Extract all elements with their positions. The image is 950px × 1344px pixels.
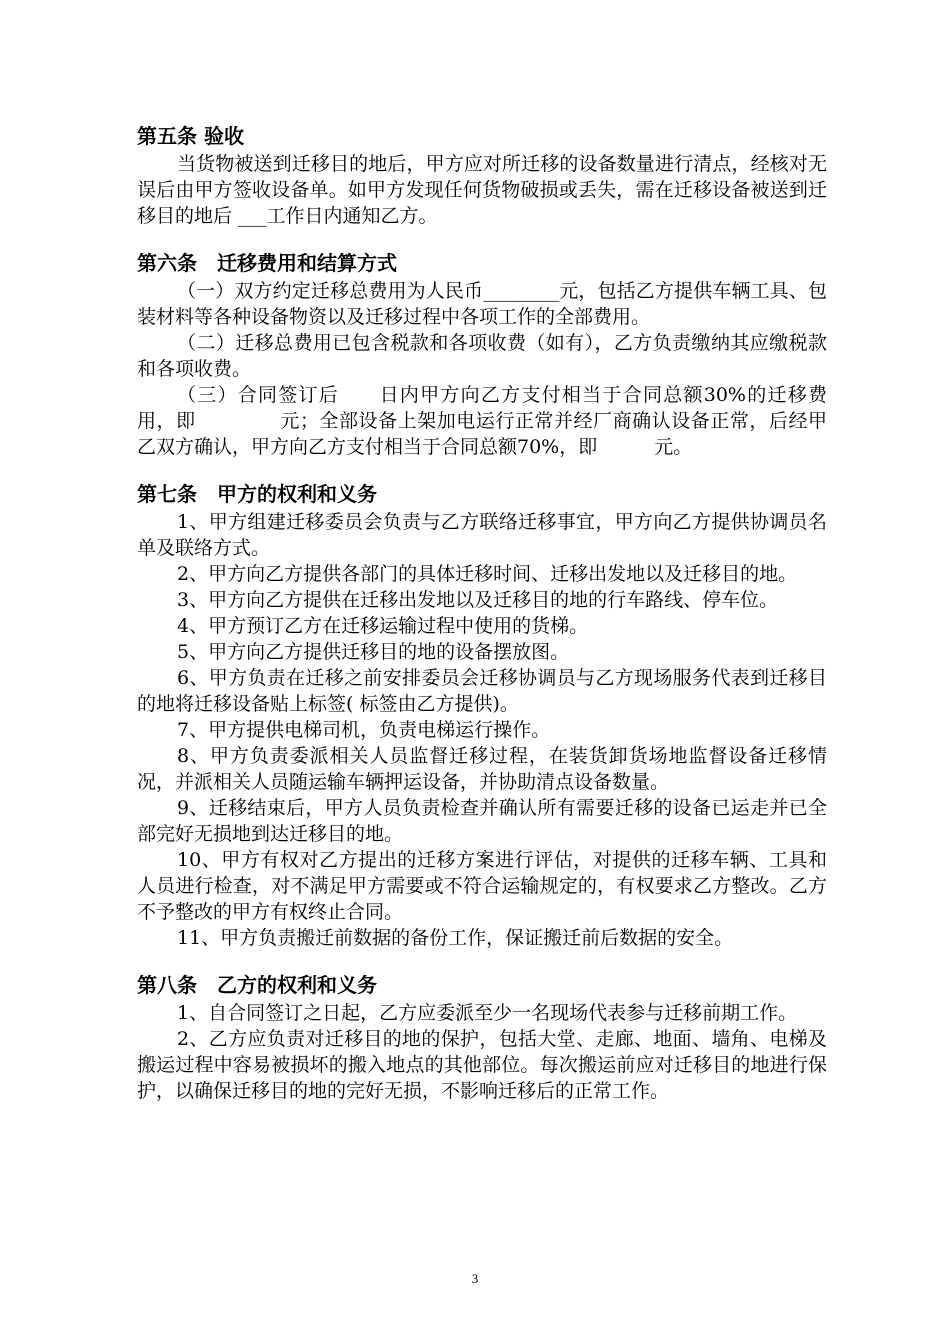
paragraph: 当货物被送到迁移目的地后，甲方应对所迁移的设备数量进行清点，经核对无误后由甲方签收设备单。如甲方发现任何货物破损或丢失，需在迁移设备被送到迁移目的地后 ___工作日内通知乙方。 [137, 153, 827, 227]
list-item: 4、甲方预订乙方在迁移运输过程中使用的货梯。 [177, 615, 589, 637]
list-item: 2、乙方应负责对迁移目的地的保护，包括大堂、走廊、地面、墙角、电梯及搬运过程中容易被损坏的搬入地点的其他部位。每次搬运前应对迁移目的地进行保护，以确保迁移目的地的完好无损，不影响迁移后的正常工作。 [137, 1028, 827, 1102]
list-item: 1、自合同签订之日起，乙方应委派至少一名现场代表参与迁移前期工作。 [177, 1002, 798, 1024]
list-item: 2、甲方向乙方提供各部门的具体迁移时间、迁移出发地以及迁移目的地。 [177, 563, 798, 585]
document-body [137, 122, 827, 1124]
section-heading: 第五条 验收 [137, 124, 244, 148]
section-article-8 [137, 971, 827, 1104]
section-heading: 第六条 迁移费用和结算方式 [137, 251, 397, 275]
list-item: 7、甲方提供电梯司机，负责电梯运行操作。 [177, 719, 551, 741]
section-article-7 [137, 480, 827, 951]
section-heading: 第八条 乙方的权利和义务 [137, 973, 377, 997]
section-heading: 第七条 甲方的权利和义务 [137, 482, 377, 506]
list-item: 9、迁移结束后，甲方人员负责检查并确认所有需要迁移的设备已运走并已全部完好无损地到达迁移目的地。 [137, 797, 827, 845]
list-item: 1、甲方组建迁移委员会负责与乙方联络迁移事宜，甲方向乙方提供协调员名单及联络方式。 [137, 511, 827, 559]
section-article-5 [137, 122, 827, 229]
list-item: 10、甲方有权对乙方提出的迁移方案进行评估，对提供的迁移车辆、工具和人员进行检查，对不满足甲方需要或不符合运输规定的，有权要求乙方整改。乙方不予整改的甲方有权终止合同。 [137, 849, 827, 923]
list-item: 11、甲方负责搬迁前数据的备份工作，保证搬迁前后数据的安全。 [177, 927, 734, 949]
page-number: 3 [471, 1271, 479, 1286]
paragraph: （一）双方约定迁移总费用为人民币________元，包括乙方提供车辆工具、包装材料等各种设备物资以及迁移过程中各项工作的全部费用。 [137, 280, 827, 328]
paragraph: （二）迁移总费用已包含税款和各项收费（如有），乙方负责缴纳其应缴税款和各项收费。 [137, 332, 827, 380]
list-item: 6、甲方负责在迁移之前安排委员会迁移协调员与乙方现场服务代表到迁移目的地将迁移设备贴上标签( 标签由乙方提供)。 [137, 667, 827, 715]
list-item: 8、甲方负责委派相关人员监督迁移过程，在装货卸货场地监督设备迁移情况，并派相关人员随运输车辆押运设备，并协助清点设备数量。 [137, 745, 827, 793]
list-item: 3、甲方向乙方提供在迁移出发地以及迁移目的地的行车路线、停车位。 [177, 589, 779, 611]
list-item: 5、甲方向乙方提供迁移目的地的设备摆放图。 [177, 641, 570, 663]
section-article-6 [137, 249, 827, 460]
paragraph: （三）合同签订后 日内甲方向乙方支付相当于合同总额30%的迁移费用，即 元；全部设备上架加电运行正常并经厂商确认设备正常，后经甲乙双方确认，甲方向乙方支付相当于合同总额70%，即 元。 [137, 384, 827, 458]
